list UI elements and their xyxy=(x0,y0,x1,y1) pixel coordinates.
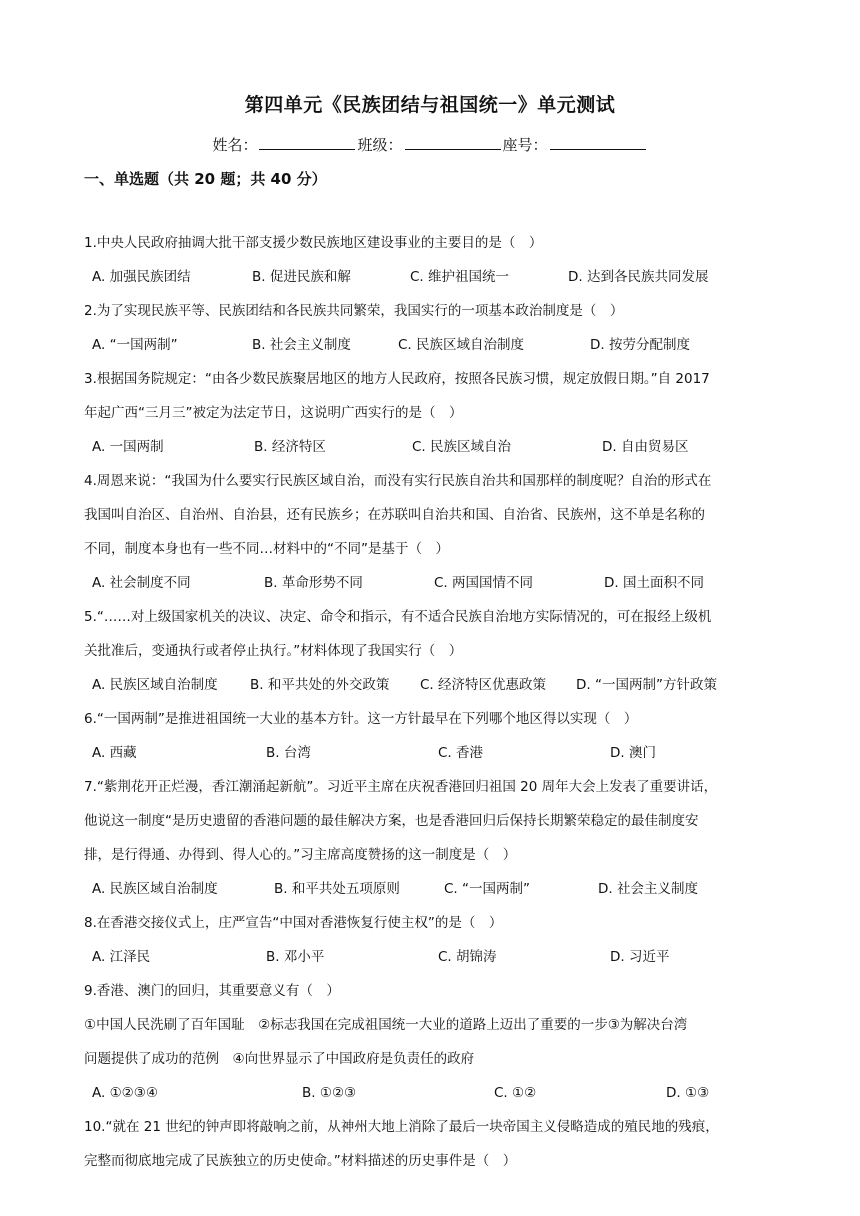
option-d: D. 社会主义制度 xyxy=(598,881,698,897)
option-d: D. 国土面积不同 xyxy=(604,575,704,591)
question-8-options xyxy=(92,940,782,974)
question-4-stem-line-3: 不同，制度本身也有一些不同…材料中的“不同”是基于（ ） xyxy=(84,541,449,557)
question-7-options xyxy=(92,872,782,906)
question-9-statements-line-2: 问题提供了成功的范例 ④向世界显示了中国政府是负责任的政府 xyxy=(84,1051,475,1067)
question-3-stem-line-1: 3.根据国务院规定：“由各少数民族聚居地区的地方人民政府，按照各民族习惯，规定放假日期。”自 2017 xyxy=(84,371,710,387)
question-1-stem: 1.中央人民政府抽调大批干部支援少数民族地区建设事业的主要目的是（ ） xyxy=(84,235,543,251)
question-5-options xyxy=(92,668,782,702)
option-b: B. 经济特区 xyxy=(254,439,326,455)
seat-blank[interactable] xyxy=(550,135,646,150)
question-5-stem-line-2: 关批准后，变通执行或者停止执行。”材料体现了我国实行（ ） xyxy=(84,643,463,659)
option-c: C. 维护祖国统一 xyxy=(410,269,510,285)
question-9-statements-line-1: ①中国人民洗刷了百年国耻 ②标志我国在完成祖国统一大业的道路上迈出了重要的一步③为解决台湾 xyxy=(84,1017,688,1033)
seat-label: 座号： xyxy=(502,136,548,154)
option-b: B. ①②③ xyxy=(302,1085,357,1101)
option-d: D. 澳门 xyxy=(610,745,656,761)
option-c: C. 两国国情不同 xyxy=(434,575,534,591)
option-a: A. 西藏 xyxy=(92,745,137,761)
option-a: A. ①②③④ xyxy=(92,1085,158,1101)
question-4-stem-line-1: 4.周恩来说：“我国为什么要实行民族区域自治，而没有实行民族自治共和国那样的制度呢？自治的形式在 xyxy=(84,473,712,489)
option-b: B. 和平共处五项原则 xyxy=(274,881,400,897)
student-info-line xyxy=(0,134,860,155)
question-7-stem-line-1: 7.“紫荆花开正烂漫，香江潮涌起新航”。习近平主席在庆祝香港回归祖国 20 周年大会上发表了重要讲话， xyxy=(84,779,718,795)
question-1-options xyxy=(92,260,782,294)
option-d: D. 自由贸易区 xyxy=(602,439,689,455)
page-title: 第四单元《民族团结与祖国统一》单元测试 xyxy=(244,94,616,116)
question-5-stem-line-1: 5.“……对上级国家机关的决议、决定、命令和指示，有不适合民族自治地方实际情况的，可在报经上级机 xyxy=(84,609,712,625)
option-b: B. 促进民族和解 xyxy=(252,269,351,285)
section-heading: 一、单选题（共 20 题；共 40 分） xyxy=(84,170,327,188)
option-b: B. 台湾 xyxy=(266,745,311,761)
question-10-stem-line-2: 完整而彻底地完成了民族独立的历史使命。”材料描述的历史事件是（ ） xyxy=(84,1153,517,1169)
question-9-options xyxy=(92,1076,782,1110)
question-4-options xyxy=(92,566,782,600)
option-a: A. 一国两制 xyxy=(92,439,164,455)
option-a: A. 江泽民 xyxy=(92,949,151,965)
question-8-stem: 8.在香港交接仪式上，庄严宣告“中国对香港恢复行使主权”的是（ ） xyxy=(84,915,503,931)
question-3-options xyxy=(92,430,782,464)
option-c: C. 胡锦涛 xyxy=(438,949,497,965)
option-c: C. “一国两制” xyxy=(444,881,530,897)
question-2-stem: 2.为了实现民族平等、民族团结和各民族共同繁荣，我国实行的一项基本政治制度是（ ） xyxy=(84,303,624,319)
option-c: C. 民族区域自治制度 xyxy=(398,337,525,353)
option-a: A. 民族区域自治制度 xyxy=(92,881,218,897)
option-a: A. 社会制度不同 xyxy=(92,575,191,591)
question-9-stem: 9.香港、澳门的回归，其重要意义有（ ） xyxy=(84,983,340,999)
option-b: B. 和平共处的外交政策 xyxy=(250,677,390,693)
option-c: C. 香港 xyxy=(438,745,484,761)
class-blank[interactable] xyxy=(405,135,501,150)
option-a: A. 民族区域自治制度 xyxy=(92,677,218,693)
question-7-stem-line-3: 排，是行得通、办得到、得人心的。”习主席高度赞扬的这一制度是（ ） xyxy=(84,847,517,863)
option-d: D. 按劳分配制度 xyxy=(590,337,690,353)
option-b: B. 邓小平 xyxy=(266,949,325,965)
class-label: 班级： xyxy=(357,136,403,154)
option-d: D. 达到各民族共同发展 xyxy=(568,269,709,285)
question-4-stem-line-2: 我国叫自治区、自治州、自治县，还有民族乡；在苏联叫自治共和国、自治省、民族州，这不单是名称的 xyxy=(84,507,705,523)
name-label: 姓名： xyxy=(212,136,258,154)
option-d: D. ①③ xyxy=(666,1085,710,1101)
question-6-options xyxy=(92,736,782,770)
option-c: C. 经济特区优惠政策 xyxy=(420,677,547,693)
option-c: C. ①② xyxy=(494,1085,537,1101)
question-6-stem: 6.“一国两制”是推进祖国统一大业的基本方针。这一方针最早在下列哪个地区得以实现（ ） xyxy=(84,711,638,727)
option-b: B. 革命形势不同 xyxy=(264,575,363,591)
option-b: B. 社会主义制度 xyxy=(252,337,351,353)
question-2-options xyxy=(92,328,782,362)
question-3-stem-line-2: 年起广西“三月三”被定为法定节日，这说明广西实行的是（ ） xyxy=(84,405,463,421)
option-d: D. 习近平 xyxy=(610,949,670,965)
name-blank[interactable] xyxy=(259,135,355,150)
question-7-stem-line-2: 他说这一制度“是历史遗留的香港问题的最佳解决方案，也是香港回归后保持长期繁荣稳定的最佳制度安 xyxy=(84,813,699,829)
option-c: C. 民族区域自治 xyxy=(412,439,512,455)
question-10-stem-line-1: 10.“就在 21 世纪的钟声即将敲响之前，从神州大地上消除了最后一块帝国主义侵略造成的殖民地的残痕， xyxy=(84,1119,719,1135)
option-d: D. “一国两制”方针政策 xyxy=(576,677,717,693)
option-a: A. 加强民族团结 xyxy=(92,269,191,285)
option-a: A. “一国两制” xyxy=(92,337,178,353)
